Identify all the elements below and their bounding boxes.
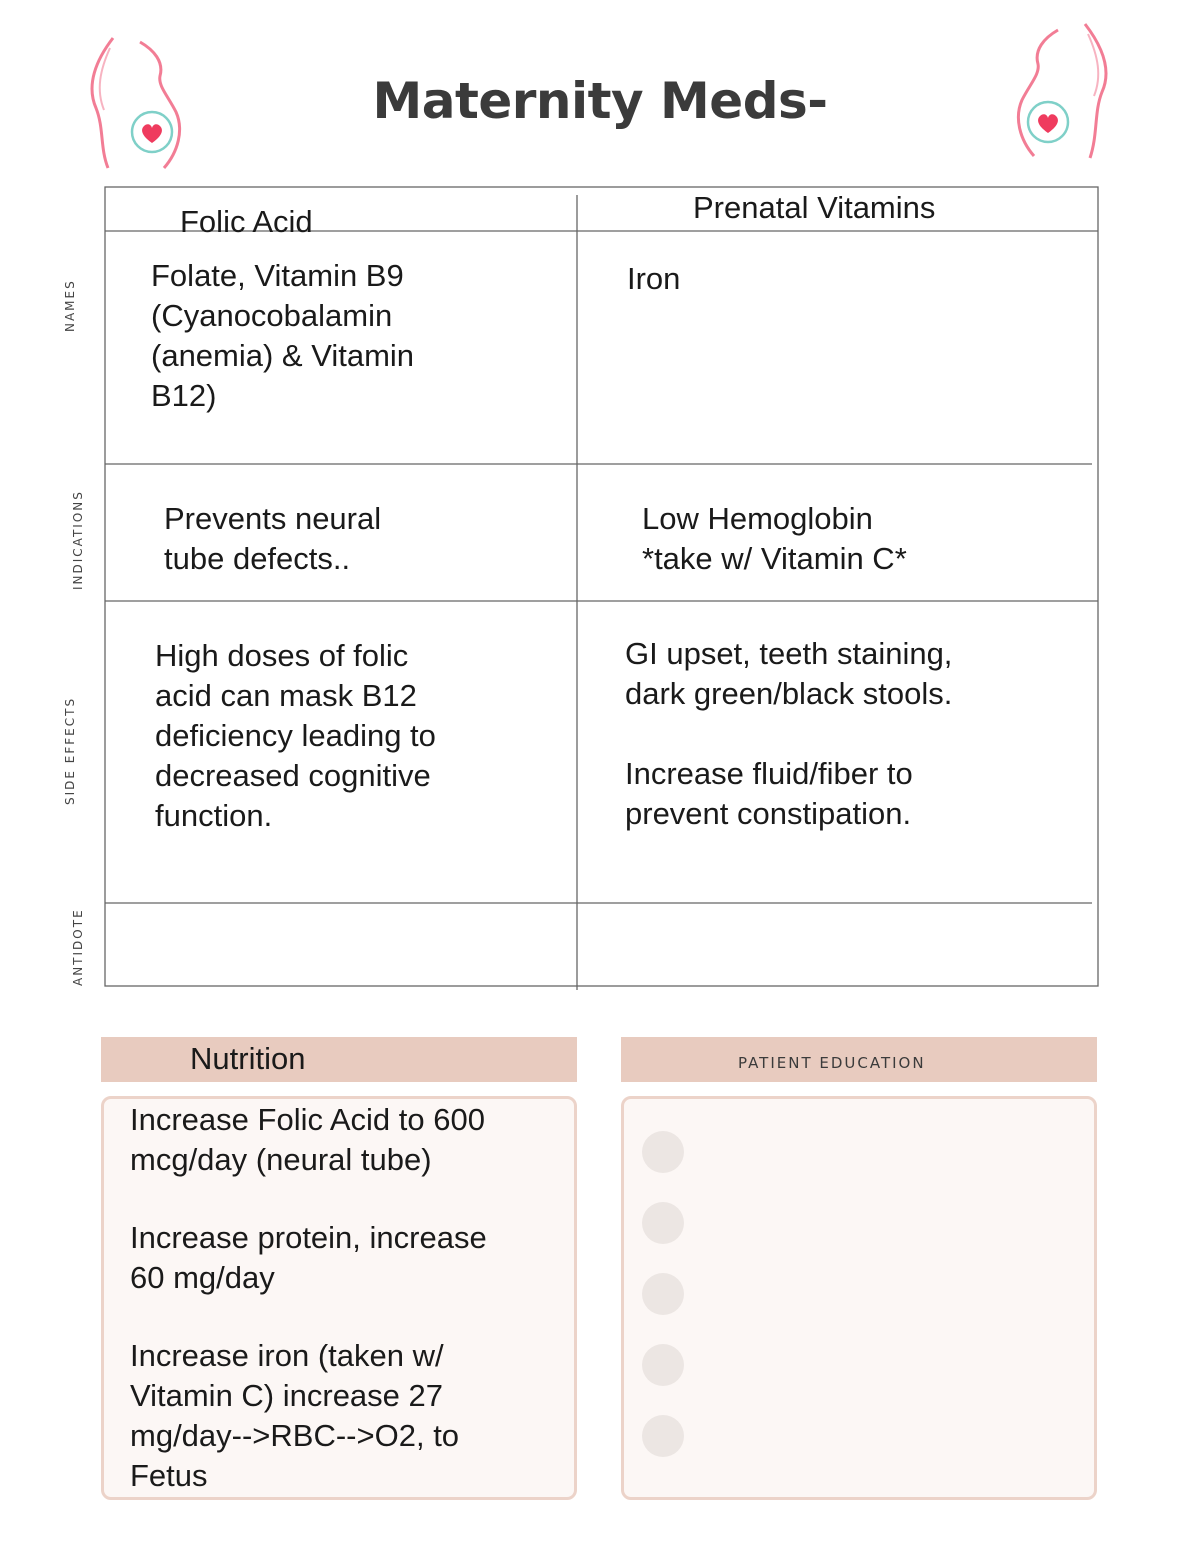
row-label-side-effects: SIDE EFFECTS [63, 696, 77, 805]
column-header-prenatal-vitamins: Prenatal Vitamins [693, 190, 936, 225]
bullet-dot [642, 1202, 684, 1244]
bullet-dot [642, 1273, 684, 1315]
prenatal-names: Iron [627, 261, 681, 296]
folic-acid-names: Folate, Vitamin B9 (Cyanocobalamin (anemia) & Vitamin B12) [151, 258, 415, 413]
patient-education-heading: PATIENT EDUCATION [738, 1054, 926, 1072]
nutrition-header-bar [101, 1037, 577, 1082]
prenatal-indications: Low Hemoglobin *take w/ Vitamin C* [642, 501, 907, 576]
nutrition-heading: Nutrition [190, 1041, 306, 1076]
bullet-dot [642, 1344, 684, 1386]
row-label-indications: INDICATIONS [71, 490, 85, 590]
page-title: Maternity Meds- [372, 72, 828, 130]
row-label-names: NAMES [63, 279, 77, 332]
bullet-dot [642, 1415, 684, 1457]
column-header-folic-acid: Folic Acid [180, 204, 313, 239]
folic-acid-side-effects: High doses of folic acid can mask B12 deficiency leading to decreased cognitive function. [155, 638, 436, 833]
row-label-antidote: ANTIDOTE [71, 908, 85, 986]
nutrition-text: Increase Folic Acid to 600 mcg/day (neural tube) Increase protein, increase 60 mg/day Increase iron (taken w/ Vitamin C) increase 27 mg/day-->RBC-->O2, to Fetus [130, 1102, 487, 1493]
prenatal-side-effects: GI upset, teeth staining, dark green/black stools. Increase fluid/fiber to prevent constipation. [625, 636, 953, 831]
bullet-dot [642, 1131, 684, 1173]
folic-acid-indications: Prevents neural tube defects.. [164, 501, 382, 576]
patient-education-panel [621, 1096, 1097, 1500]
